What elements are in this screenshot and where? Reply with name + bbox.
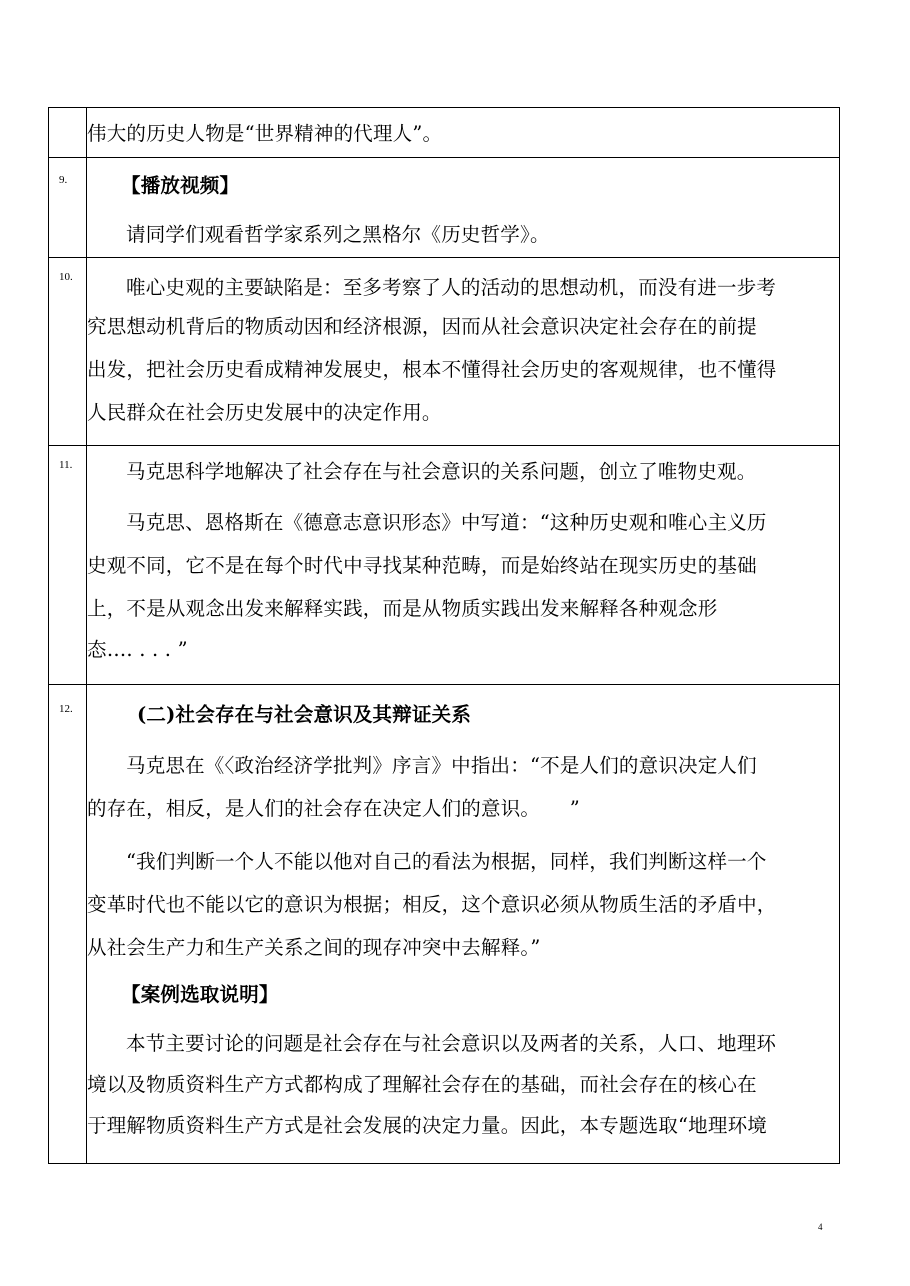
row-content-cell — [87, 446, 840, 685]
paragraph-line: 于理解物质资料生产方式是社会发展的决定力量。因此，本专题选取“地理环境 — [87, 1114, 767, 1137]
row-content-cell — [87, 158, 840, 258]
paragraph-line: 请同学们观看哲学家系列之黑格尔《历史哲学》。 — [126, 223, 550, 246]
paragraph-line: 马克思、恩格斯在《德意志意识形态》中写道：“这种历史观和唯心主义历 — [126, 511, 767, 534]
paragraph-line: 马克思在《〈政治经济学批判》序言》中指出：“不是人们的意识决定人们 — [126, 754, 757, 777]
row-number-cell — [49, 446, 87, 685]
paragraph-line: 唯心史观的主要缺陷是：至多考察了人的活动的思想动机，而没有进一步考 — [126, 276, 777, 299]
table-row — [49, 258, 840, 446]
section-heading: (二)社会存在与社会意识及其辩证关系 — [137, 703, 472, 726]
lesson-table — [48, 107, 840, 1164]
paragraph-line: 人民群众在社会历史发展中的决定作用。 — [87, 401, 442, 424]
paragraph-line: 态…. . . . ” — [87, 638, 188, 661]
table-row — [49, 158, 840, 258]
row-number: 10. — [59, 271, 73, 283]
row-number: 9. — [59, 174, 68, 186]
table-row — [49, 108, 840, 158]
table-row — [49, 446, 840, 685]
paragraph-line: 伟大的历史人物是“世界精神的代理人”。 — [87, 122, 443, 145]
paragraph-line: 史观不同，它不是在每个时代中寻找某种范畴，而是始终站在现实历史的基础 — [87, 554, 757, 577]
row-number: 12. — [59, 703, 73, 715]
paragraph-line: 从社会生产力和生产关系之间的现存冲突中去解释。” — [87, 936, 541, 959]
row-number-cell — [49, 108, 87, 158]
row-number-cell — [49, 685, 87, 1164]
row-number-cell — [49, 258, 87, 446]
paragraph-line: 本节主要讨论的问题是社会存在与社会意识以及两者的关系，人口、地理环 — [126, 1032, 777, 1055]
paragraph-line: “我们判断一个人不能以他对自己的看法为根据，同样，我们判断这样一个 — [126, 850, 767, 873]
page-number: 4 — [818, 1222, 823, 1232]
row-content-cell — [87, 258, 840, 446]
paragraph-line: 究思想动机背后的物质动因和经济根源，因而从社会意识决定社会存在的前提 — [87, 315, 757, 338]
paragraph-line: 出发，把社会历史看成精神发展史，根本不懂得社会历史的客观规律，也不懂得 — [87, 358, 777, 381]
section-heading: 【播放视频】 — [121, 174, 240, 197]
row-number-cell — [49, 158, 87, 258]
table-row — [49, 685, 840, 1164]
row-content-cell — [87, 685, 840, 1164]
paragraph-line: 变革时代也不能以它的意识为根据；相反，这个意识必须从物质生活的矛盾中， — [87, 893, 777, 916]
paragraph-line: 境以及物质资料生产方式都构成了理解社会存在的基础，而社会存在的核心在 — [87, 1073, 757, 1096]
row-number: 11. — [59, 459, 73, 471]
row-content-cell — [87, 108, 840, 158]
section-heading: 【案例选取说明】 — [121, 983, 279, 1006]
paragraph-line: 的存在，相反，是人们的社会存在决定人们的意识。 ” — [87, 797, 580, 820]
paragraph-line: 上，不是从观念出发来解释实践，而是从物质实践出发来解释各种观念形 — [87, 597, 718, 620]
paragraph-line: 马克思科学地解决了社会存在与社会意识的关系问题，创立了唯物史观。 — [126, 460, 757, 483]
